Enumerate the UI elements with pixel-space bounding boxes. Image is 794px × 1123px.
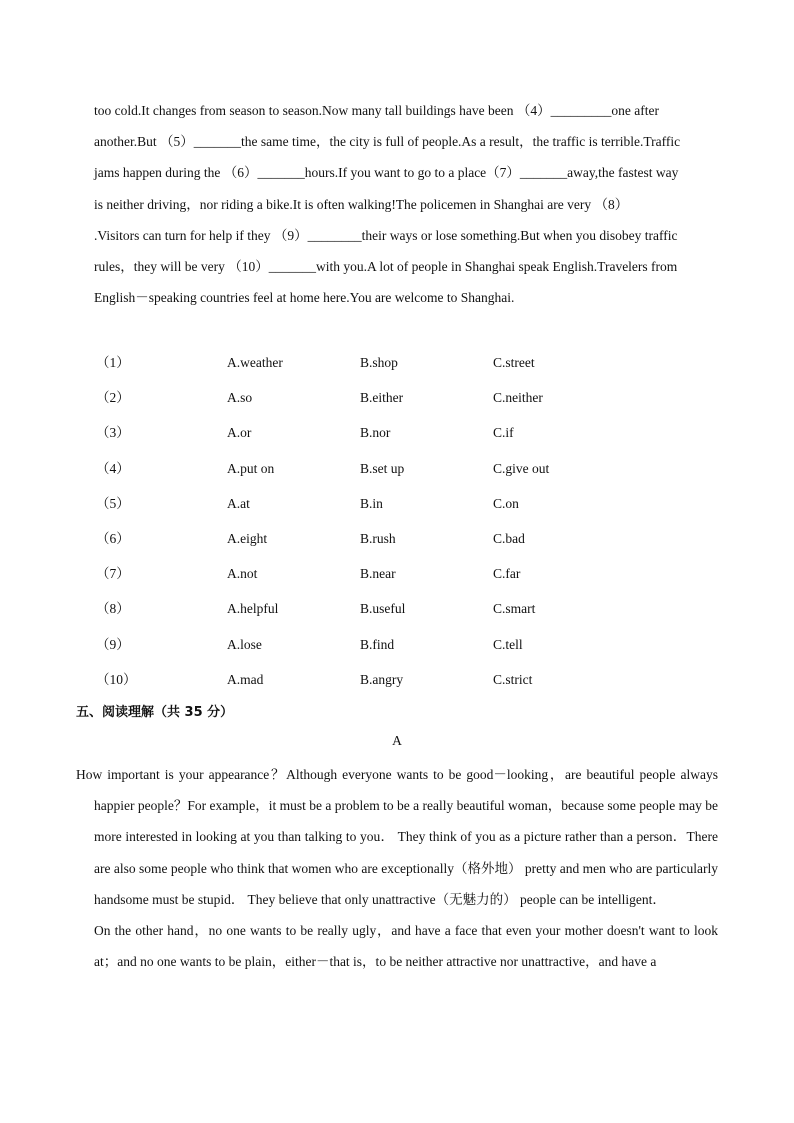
option-a: A.mad [227,671,264,687]
option-b: B.either [360,390,404,406]
option-b: B.find [360,636,395,652]
option-a: A.weather [227,355,283,370]
passage-label: A [392,733,402,748]
passage-line: is neither driving，nor riding a bike.It is often walking!The policemen in Shanghai are very （8） [94,196,629,212]
option-a: A.or [227,425,252,441]
option-a: A.helpful [227,601,279,617]
option-c: C.far [493,566,521,582]
option-row [96,380,716,415]
option-a: A.not [227,566,258,582]
option-b: B.nor [360,425,391,441]
option-b: B.near [360,566,396,582]
option-b: B.rush [360,530,396,546]
question-number: （3） [96,425,130,441]
option-row [96,345,716,380]
passage-line: another.But （5）_______the same time，the city is full of people.As a result，the traffic is terrible.Traffic [94,134,681,150]
passage-line: jams happen during the （6）_______hours.If you want to go to a place（7）_______away,the fastest way [94,165,679,181]
passage-line: .Visitors can turn for help if they （9）________their ways or lose something.But when you disobey traffic [94,227,678,243]
question-number: （5） [96,495,130,511]
option-c: C.tell [493,636,523,652]
question-number: （10） [96,671,137,687]
option-c: C.on [493,495,519,511]
option-row [96,556,716,591]
cloze-passage [94,95,720,313]
question-number: （7） [96,566,130,582]
question-number: （8） [96,601,130,617]
option-c: C.give out [493,460,550,476]
option-row [96,591,716,626]
option-b: B.useful [360,601,406,617]
option-c: C.smart [493,601,536,617]
option-row [96,627,716,662]
passage-line: English－speaking countries feel at home here.You are welcome to Shanghai. [94,290,515,306]
option-row [96,415,716,450]
answer-options-table [96,345,716,697]
option-b: B.shop [360,355,398,370]
question-number: （9） [96,636,130,652]
option-row [96,486,716,521]
option-b: B.in [360,495,383,511]
option-c: C.bad [493,530,525,546]
option-b: B.set up [360,460,405,476]
reading-paragraph: How important is your appearance？Although everyone wants to be good－looking，are beautiful people always happier people？For example，it must be a problem to be a really beautiful woman，because some people may be more interested in looking at you than talking to you． They think of you as a picture rather than a person．There are also some people who think that women who are exceptionally（格外地） pretty and men who are particularly handsome must be stupid． They believe that only unattractive（无魅力的） people can be intelligent． [76,767,718,907]
question-number: （2） [96,390,130,406]
option-c: C.strict [493,671,533,687]
option-row [96,451,716,486]
question-number: （6） [96,530,130,546]
option-row [96,662,716,697]
option-a: A.so [227,390,253,406]
passage-line: too cold.It changes from season to season.Now many tall buildings have been （4）_________one after [94,103,659,118]
section-heading: 五、阅读理解（共 35 分） [76,705,234,720]
option-a: A.put on [227,460,275,476]
option-c: C.neither [493,390,543,406]
reading-paragraph: On the other hand，no one wants to be really ugly，and have a face that even your mother doesn't want to look at；and no one wants to be plain，either－that is，to be neither attractive nor unattractive，and have a [94,923,718,970]
question-number: （1） [96,355,130,370]
reading-passage [76,759,718,977]
option-a: A.lose [227,636,262,652]
option-row [96,521,716,556]
option-c: C.street [493,355,535,370]
passage-line: rules，they will be very （10）_______with you.A lot of people in Shanghai speak English.Travelers from [94,259,678,275]
option-c: C.if [493,425,514,441]
option-a: A.at [227,495,250,511]
question-number: （4） [96,460,130,476]
option-a: A.eight [227,530,268,546]
option-b: B.angry [360,671,404,687]
